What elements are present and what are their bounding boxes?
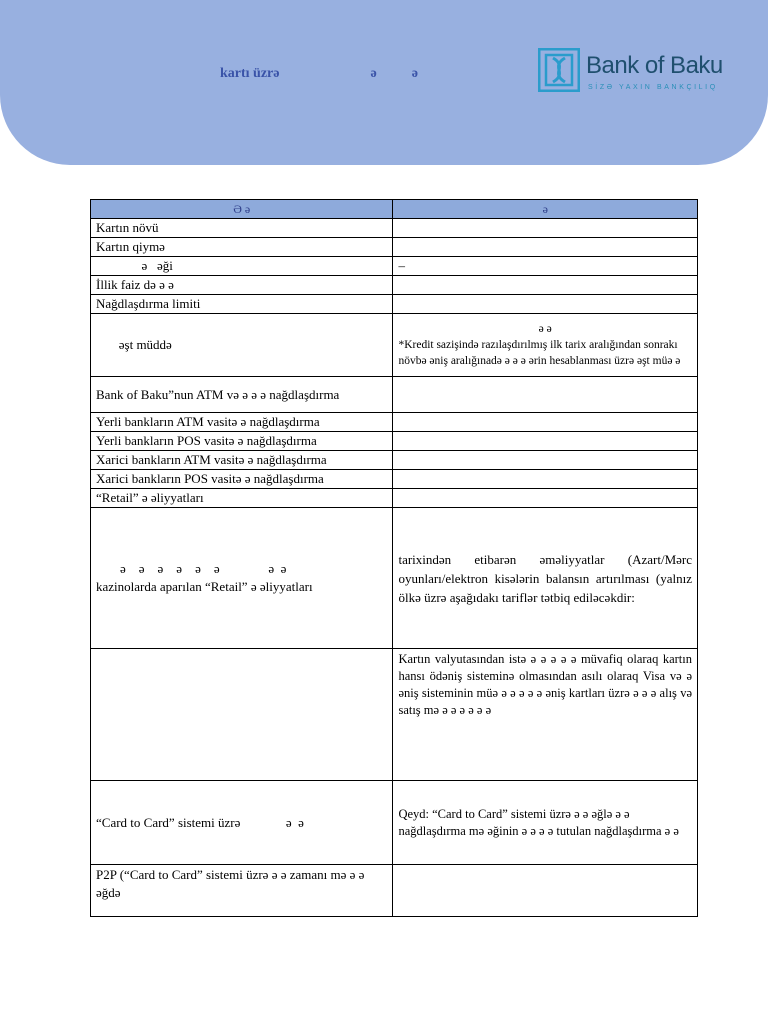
row-label: Kartın növü	[91, 219, 393, 238]
row-value: Qeyd: “Card to Card” sistemi üzrə ə ə əğlə ə ə nağdlaşdırma mə əğinin ə ə ə ə tutulan nağdlaşdırma ə ə	[393, 781, 698, 865]
row-label	[91, 649, 393, 781]
row-label: Yerli bankların POS vasitə ə nağdlaşdırma	[91, 432, 393, 451]
row-label: ə əği	[91, 257, 393, 276]
row-value: –	[393, 257, 698, 276]
table-row	[91, 508, 698, 649]
row-label: İllik faiz də ə ə	[91, 276, 393, 295]
row-value: tarixindən etibarən əməliyyatlar (Azart/Mərc oyunları/elektron kisələrin balansın artırılması (yalnız ölkə üzrə aşağıdakı tariflər tətbiq ediləcəkdir:	[393, 508, 698, 649]
bank-logo-text: Bank of Baku	[586, 52, 723, 79]
row-label: Xarici bankların ATM vasitə ə nağdlaşdırma	[91, 451, 393, 470]
row-value	[393, 489, 698, 508]
row-value-note	[393, 314, 698, 377]
row-value	[393, 377, 698, 413]
tariff-table	[90, 199, 698, 917]
row-value	[393, 470, 698, 489]
row-value	[393, 276, 698, 295]
bank-logo-tagline: SİZƏ YAXIN BANKÇILIQ	[588, 84, 718, 91]
row-value	[393, 219, 698, 238]
table-row	[91, 413, 698, 432]
row-label-cell	[91, 508, 393, 649]
table-row	[91, 470, 698, 489]
table-row	[91, 314, 698, 377]
row-label: P2P (“Card to Card” sistemi üzrə ə ə zamanı mə ə ə əğdə	[91, 865, 393, 917]
bank-logo-icon	[538, 48, 580, 92]
table-row	[91, 377, 698, 413]
page-title: kartı üzrə ə ə	[220, 66, 418, 81]
row-value	[393, 413, 698, 432]
table-row	[91, 781, 698, 865]
row-value	[393, 865, 698, 917]
row-label: əşt müddə	[91, 314, 393, 377]
row-label: Xarici bankların POS vasitə ə nağdlaşdırma	[91, 470, 393, 489]
table-row	[91, 276, 698, 295]
row-label: kazinolarda aparılan “Retail” ə əliyyatları	[96, 579, 313, 594]
table-row	[91, 219, 698, 238]
row-value	[393, 451, 698, 470]
table-row	[91, 432, 698, 451]
row-label: “Retail” ə əliyyatları	[91, 489, 393, 508]
table-row	[91, 451, 698, 470]
row-value: Kartın valyutasından istə ə ə ə ə ə müvafiq olaraq kartın hansı ödəniş sisteminə olmasından asılı olaraq Visa və ə əniş sisteminin müə ə ə ə ə ə əniş kartları üzrə ə ə ə alış və satış mə ə ə ə ə ə ə	[393, 649, 698, 781]
row-value	[393, 432, 698, 451]
table-row	[91, 865, 698, 917]
table-row	[91, 649, 698, 781]
table-header-param: Ə ə	[91, 200, 393, 219]
row-value-text: *Kredit sazişində razılaşdırılmış ilk tarix aralığından sonrakı növbə əniş aralığınadə ə ə ə ərin hesablanması üzrə əşt müə ə	[398, 339, 681, 367]
table-header-row	[91, 200, 698, 219]
row-label: Yerli bankların ATM vasitə ə nağdlaşdırma	[91, 413, 393, 432]
table-header-value: ə	[393, 200, 698, 219]
row-value	[393, 295, 698, 314]
table-row	[91, 238, 698, 257]
bank-logo	[538, 48, 738, 96]
row-label: Nağdlaşdırma limiti	[91, 295, 393, 314]
row-label: Kartın qiymə	[91, 238, 393, 257]
row-label: “Card to Card” sistemi üzrə ə ə	[91, 781, 393, 865]
row-label-top: ə ə ə ə ə ə ə ə	[120, 561, 287, 576]
table-row	[91, 257, 698, 276]
row-value	[393, 238, 698, 257]
row-label: Bank of Baku”nun ATM və ə ə ə nağdlaşdırma	[91, 377, 393, 413]
table-row	[91, 489, 698, 508]
table-row	[91, 295, 698, 314]
row-value-top: ə ə	[538, 323, 552, 335]
